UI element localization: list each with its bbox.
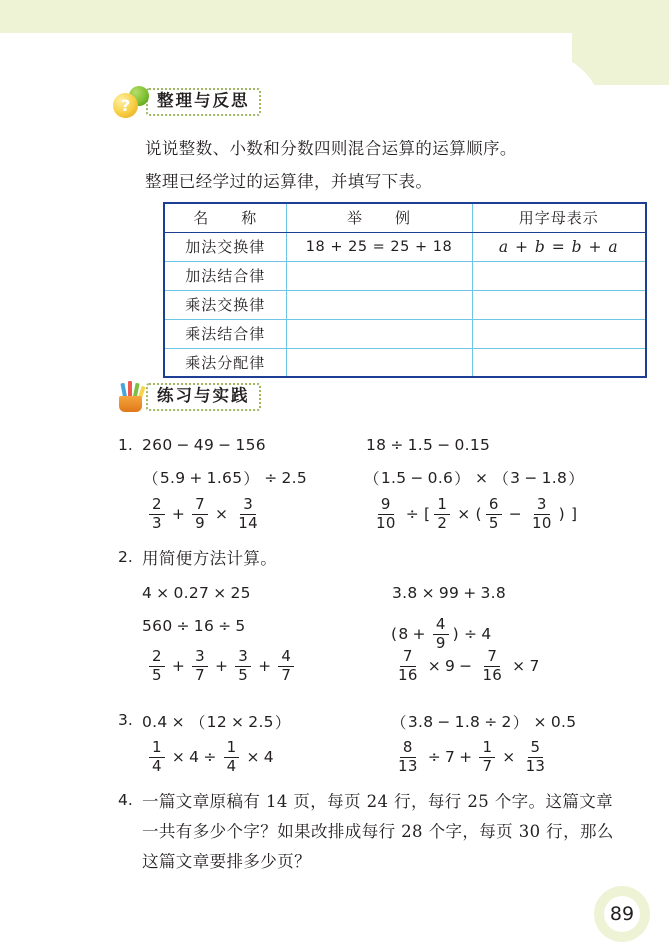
denominator: 9: [195, 513, 205, 532]
denominator: 9: [435, 633, 446, 652]
table-cell-name: 乘法结合律: [164, 319, 286, 348]
exercise-4-line-1: 一篇文章原稿有 14 页，每页 24 行，每行 25 个字。这篇文章: [142, 792, 614, 811]
fraction-3-10: [529, 497, 555, 531]
num: 4: [263, 748, 274, 767]
numerator: 3: [235, 649, 251, 667]
table-cell-example[interactable]: [286, 290, 472, 319]
question-balls-icon: [112, 86, 152, 118]
numerator: 1: [434, 497, 450, 515]
op-plus: +: [258, 657, 272, 676]
num: 4: [189, 748, 200, 767]
denominator: 10: [376, 513, 396, 532]
exercise-2-prompt: 用简便方法计算。: [142, 549, 278, 568]
table-header-row: [164, 203, 646, 232]
num: 5.9: [159, 469, 186, 487]
paren-left: （: [364, 470, 380, 488]
table-header-name: 名 称: [164, 203, 286, 232]
expr-2-left-2: [142, 617, 246, 635]
paren-right: ）: [274, 714, 291, 732]
numerator: 6: [486, 497, 502, 515]
op-minus: −: [459, 657, 473, 676]
denominator: 16: [482, 665, 503, 684]
op-plus: +: [459, 748, 473, 767]
num: 99: [438, 584, 460, 602]
expr-1-left-3: [146, 497, 264, 531]
denominator: 7: [281, 665, 292, 684]
op-times: ×: [502, 748, 516, 767]
denominator: 14: [238, 513, 258, 532]
num: 2.5: [281, 469, 308, 487]
denominator: 4: [152, 756, 162, 775]
paren-right: ）: [454, 470, 471, 488]
num: 8: [398, 625, 409, 644]
numerator: 4: [278, 649, 294, 667]
expr-1-right-2: [363, 467, 585, 489]
num: 12: [206, 713, 227, 731]
numerator: 7: [192, 497, 208, 515]
table-cell-letter[interactable]: [472, 290, 646, 319]
numerator: 1: [224, 740, 240, 758]
numerator: 3: [534, 497, 550, 515]
page-number: 89: [604, 896, 640, 932]
op-plus: +: [214, 657, 229, 676]
num: 156: [235, 436, 266, 454]
op-plus: +: [463, 584, 477, 602]
corner-decor-block: [572, 0, 669, 85]
num: 1.8: [454, 713, 481, 731]
num: 5: [235, 617, 246, 635]
denominator: 10: [531, 513, 552, 532]
num: 0.6: [427, 469, 454, 487]
expr-2-left-1: [142, 584, 251, 602]
op-times: ×: [246, 748, 260, 767]
cup-body-icon: [119, 396, 142, 412]
num: 18: [366, 436, 387, 454]
expr-3-left-2: [146, 740, 274, 774]
operation-laws-table: [163, 202, 647, 378]
paren-right: ）: [243, 470, 260, 488]
fraction-4-9: [433, 617, 449, 651]
paren-left: (: [391, 625, 398, 644]
bracket-left: [: [423, 505, 431, 524]
table-cell-example[interactable]: [286, 319, 472, 348]
denominator: 13: [525, 756, 546, 775]
expr-1-left-2: [142, 467, 307, 489]
op-times: ×: [457, 505, 471, 524]
review-line-2: 整理已经学过的运算律，并填写下表。: [145, 172, 433, 191]
num: 3.8: [480, 584, 507, 602]
pencil-cup-icon: [112, 381, 152, 413]
expr-3-left-1: [142, 711, 292, 733]
op-minus: −: [437, 713, 451, 731]
numerator: 5: [528, 740, 544, 758]
paren-right: ）: [568, 470, 584, 488]
op-div: ÷: [484, 713, 498, 731]
numerator: 8: [400, 740, 416, 758]
numerator: 7: [400, 649, 416, 667]
denominator: 7: [482, 756, 493, 775]
paren-right: ): [558, 505, 566, 524]
section-header-practice: [112, 381, 261, 413]
op-times: ×: [533, 713, 547, 731]
paren-left: (: [475, 505, 482, 524]
table-header-example: 举 例: [286, 203, 472, 232]
op-times: ×: [171, 713, 185, 731]
table-cell-name: 乘法交换律: [164, 290, 286, 319]
op-div: ÷: [176, 617, 190, 635]
exercise-number-3: 3.: [118, 711, 133, 729]
table-cell-letter[interactable]: [472, 348, 646, 377]
numerator: 9: [378, 497, 394, 515]
op-times: ×: [512, 657, 526, 676]
num: 0.4: [142, 713, 168, 731]
op-times: ×: [421, 584, 435, 602]
fraction-3-7: [192, 649, 208, 683]
op-times: ×: [214, 505, 229, 524]
table-cell-letter[interactable]: a + b = b + a: [472, 232, 646, 261]
table-cell-example[interactable]: [286, 348, 472, 377]
op-plus: +: [171, 657, 186, 676]
op-times: ×: [427, 657, 441, 676]
fraction-1-2: [434, 497, 450, 531]
table-cell-example[interactable]: [286, 261, 472, 290]
fraction-7-16-b: [479, 649, 505, 683]
numerator: 3: [192, 649, 208, 667]
op-minus: −: [508, 505, 522, 524]
exercise-number-2: 2.: [118, 548, 133, 566]
num: 1.8: [541, 469, 568, 487]
num: 7: [529, 657, 540, 676]
paren-right: ）: [512, 714, 529, 732]
expr-2-right-3: [392, 649, 540, 683]
denominator: 7: [195, 665, 205, 684]
op-div: ÷: [203, 748, 217, 767]
fraction-4-7: [278, 649, 294, 683]
fraction-7-9: [192, 497, 208, 531]
num: 1.65: [206, 469, 243, 487]
fraction-2-5: [149, 649, 165, 683]
review-line-1: 说说整数、小数和分数四则混合运算的运算顺序。: [145, 139, 517, 158]
exercise-number-1: 1.: [118, 436, 133, 454]
num: 2: [501, 713, 512, 731]
fraction-1-4-b: [224, 740, 240, 774]
fraction-3-5: [235, 649, 251, 683]
op-div: ÷: [390, 436, 404, 454]
expr-3-right-2: [392, 740, 551, 774]
op-div: ÷: [264, 469, 278, 487]
num: 9: [444, 657, 456, 676]
op-plus: +: [189, 469, 203, 487]
num: 260: [142, 436, 173, 454]
fraction-8-13: [395, 740, 421, 774]
num: 3.8: [392, 584, 418, 602]
op-plus: +: [412, 625, 426, 644]
fraction-3-14: [235, 497, 261, 531]
table-row: [164, 319, 646, 348]
exercise-number-4: 4.: [118, 791, 133, 809]
numerator: 1: [479, 740, 495, 758]
op-div: ÷: [218, 617, 232, 635]
section-title-practice: 练习与实践: [146, 383, 261, 411]
op-times: ×: [475, 469, 489, 487]
denominator: 4: [226, 756, 237, 775]
num: 0.5: [550, 713, 577, 731]
op-times: ×: [213, 584, 227, 602]
bracket-right: ]: [571, 505, 578, 524]
table-cell-name: 乘法分配律: [164, 348, 286, 377]
op-minus: −: [410, 469, 424, 487]
num: 4: [142, 584, 153, 602]
table-row: [164, 261, 646, 290]
paren-left: （: [143, 470, 159, 488]
page-number-badge: [594, 886, 650, 942]
num: 4: [481, 625, 492, 644]
num: 25: [230, 584, 251, 602]
denominator: 13: [398, 756, 418, 775]
expr-2-left-3: [146, 649, 297, 683]
fraction-2-3: [149, 497, 165, 531]
section-header-review: [112, 86, 261, 118]
expr-1-left-1: [142, 436, 266, 454]
numerator: 7: [484, 649, 500, 667]
op-minus: −: [218, 436, 232, 454]
table-cell-letter[interactable]: [472, 319, 646, 348]
op-div: ÷: [427, 748, 441, 767]
num: 7: [444, 748, 456, 767]
denominator: 2: [437, 513, 448, 532]
expr-1-right-1: [366, 436, 490, 454]
fraction-7-16-a: [395, 649, 421, 683]
expr-2-right-1: [392, 584, 506, 602]
op-plus: +: [171, 505, 186, 524]
op-times: ×: [156, 584, 170, 602]
num: 49: [193, 436, 215, 454]
table-cell-name: 加法交换律: [164, 232, 286, 261]
num: 16: [193, 617, 215, 635]
paren-left: （: [391, 714, 407, 732]
op-minus: −: [437, 436, 451, 454]
denominator: 5: [488, 513, 499, 532]
table-cell-example[interactable]: 18 + 25 = 25 + 18: [286, 232, 472, 261]
table-header-letter: 用字母表示: [472, 203, 646, 232]
denominator: 5: [238, 665, 249, 684]
table-row: [164, 232, 646, 261]
expr-3-right-1: [390, 711, 576, 733]
table-cell-letter[interactable]: [472, 261, 646, 290]
num: 2.5: [248, 713, 274, 731]
section-title-review: 整理与反思: [146, 88, 261, 116]
table-cell-name: 加法结合律: [164, 261, 286, 290]
numerator: 1: [149, 740, 165, 758]
op-div: ÷: [405, 505, 419, 524]
top-decor-band: [0, 0, 669, 33]
num: 0.15: [454, 436, 491, 454]
num: 0.27: [173, 584, 210, 602]
denominator: 3: [152, 513, 162, 532]
fraction-1-4-a: [149, 740, 165, 774]
num: 1.5: [380, 469, 407, 487]
fraction-1-7: [479, 740, 495, 774]
paren-left: （: [493, 470, 510, 488]
question-mark-icon: ?: [120, 96, 131, 115]
exercise-4-line-3: 这篇文章要排多少页？: [142, 852, 311, 871]
table-row: [164, 348, 646, 377]
op-times: ×: [231, 713, 245, 731]
fraction-6-5: [486, 497, 502, 531]
paren-left: （: [189, 714, 206, 732]
table-row: [164, 290, 646, 319]
fraction-9-10: [373, 497, 399, 531]
fraction-5-13: [523, 740, 549, 774]
denominator: 16: [398, 665, 418, 684]
op-times: ×: [171, 748, 186, 767]
exercise-4-line-2: 一共有多少个字？如果改排成每行 28 个字，每页 30 行，那么: [142, 822, 614, 841]
paren-right: ): [452, 625, 460, 644]
numerator: 2: [149, 497, 165, 515]
num: 560: [142, 617, 173, 635]
numerator: 3: [240, 497, 256, 515]
op-minus: −: [176, 436, 190, 454]
num: 1.5: [407, 436, 434, 454]
expr-1-right-3: [370, 497, 578, 531]
op-minus: −: [524, 469, 538, 487]
num: 3.8: [407, 713, 434, 731]
op-div: ÷: [464, 625, 478, 644]
numerator: 2: [149, 649, 165, 667]
num: 3: [510, 469, 521, 487]
numerator: 4: [433, 617, 449, 635]
denominator: 5: [152, 665, 162, 684]
